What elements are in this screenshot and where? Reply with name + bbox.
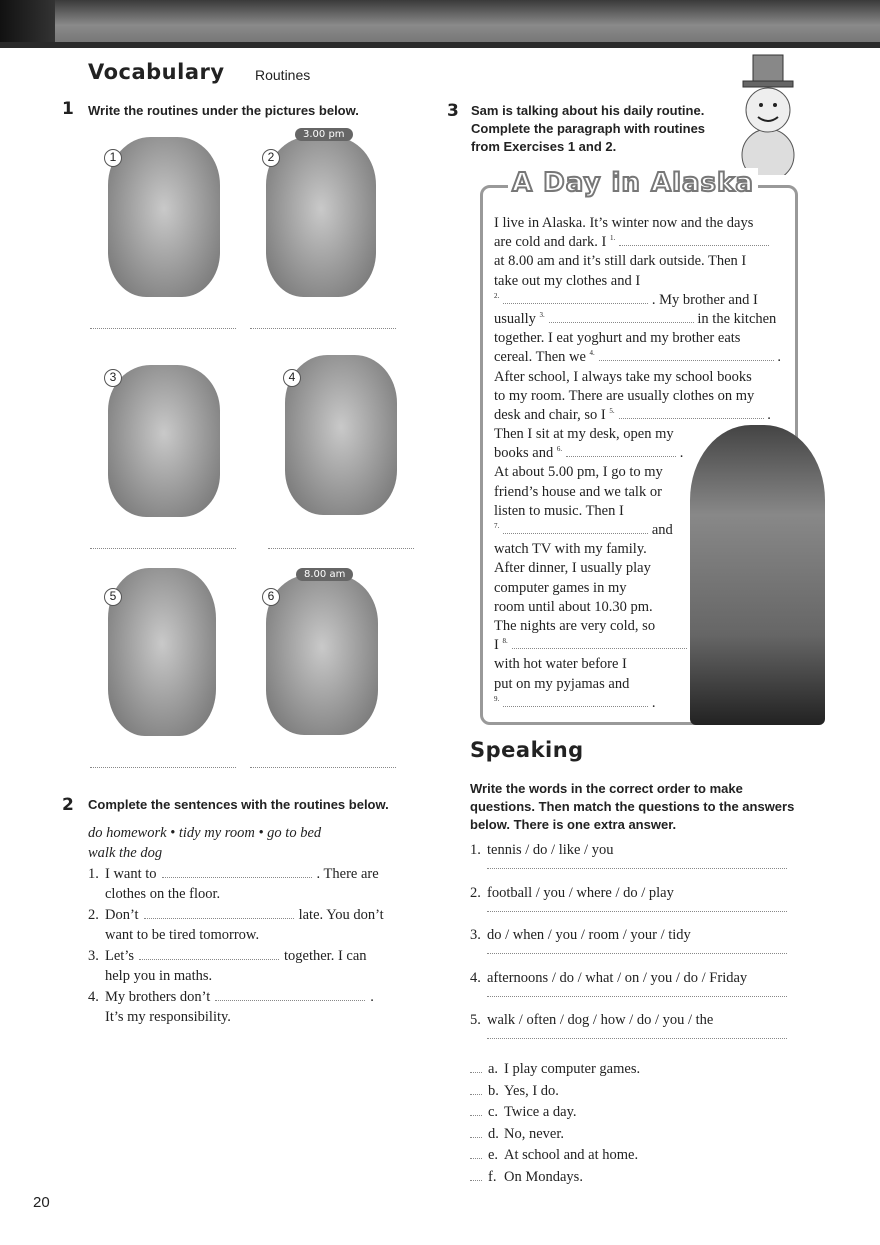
story-blank[interactable]: [599, 351, 774, 361]
blank-number: 8.: [502, 637, 508, 646]
story-title: A Day in Alaska: [508, 168, 758, 198]
answer-line-2[interactable]: [250, 328, 396, 329]
sentence-line: [88, 864, 418, 884]
exercise-3-instruction: [471, 102, 705, 156]
time-badge: 8.00 am: [296, 568, 353, 581]
question-words: afternoons / do / what / on / you / do / Friday: [487, 969, 748, 986]
question-words: football / you / where / do / play: [487, 884, 674, 901]
story-line: [494, 272, 799, 291]
story-text: books and: [494, 445, 557, 462]
story-text: After dinner, I usually play: [494, 560, 651, 577]
match-blank[interactable]: [470, 1149, 482, 1159]
picture-number: 1: [104, 149, 122, 167]
story-text: put on my pyjamas and: [494, 675, 630, 692]
answer-letter: d.: [488, 1125, 499, 1142]
sentence-text: late. You don’t: [298, 907, 384, 923]
blank-number: 3.: [539, 311, 545, 320]
blank-number: 2.: [494, 291, 500, 300]
answer-item: [470, 1059, 790, 1081]
answer-letter: a.: [488, 1061, 499, 1077]
question-line: [470, 968, 800, 988]
story-blank[interactable]: [503, 524, 648, 534]
sentence-line: [88, 946, 418, 966]
instruction-line: questions. Then match the questions to the answers: [470, 799, 795, 814]
answer-text: I play computer games.: [504, 1061, 641, 1077]
question-item: [470, 925, 800, 968]
sentence-line: clothes on the floor.: [105, 886, 221, 902]
story-line: [494, 694, 799, 713]
blank-number: 7.: [494, 522, 500, 531]
answer-letter: e.: [488, 1147, 499, 1163]
exercise-2-items: [88, 864, 418, 1028]
story-text: at 8.00 am and it’s still dark outside. Then I: [494, 253, 747, 270]
story-text: to my room. There are usually clothes on my: [494, 387, 755, 404]
story-line: [494, 675, 799, 694]
story-line: [494, 463, 799, 482]
question-item: [470, 840, 800, 883]
picture-number: 2: [262, 149, 280, 167]
exercise-1-number: 1: [62, 99, 74, 119]
story-text: I live in Alaska. It’s winter now and the days: [494, 215, 754, 231]
story-text: . My brother and I: [648, 291, 758, 308]
story-blank[interactable]: [549, 313, 694, 323]
story-line: [494, 521, 799, 540]
question-list: [470, 840, 800, 1053]
question-number: 4.: [470, 969, 481, 986]
story-text: .: [676, 445, 684, 462]
answer-line-6[interactable]: [250, 767, 396, 768]
story-text: usually: [494, 310, 540, 327]
question-answer-line[interactable]: [487, 868, 787, 869]
story-blank[interactable]: [566, 447, 676, 457]
answer-blank[interactable]: [144, 909, 294, 919]
answer-letter: f.: [488, 1168, 497, 1185]
sentence-item: [88, 905, 418, 945]
story-line: [494, 502, 799, 521]
picture-4: [285, 355, 397, 515]
instruction-line: Complete the paragraph with routines: [471, 121, 706, 136]
sentence-line: want to be tired tomorrow.: [105, 927, 260, 943]
answer-text: On Mondays.: [504, 1168, 583, 1185]
answer-line-4[interactable]: [268, 548, 414, 549]
picture-number: 3: [104, 369, 122, 387]
story-line: [494, 310, 799, 329]
story-line: [494, 540, 799, 559]
sentence-line: help you in maths.: [105, 968, 213, 984]
story-line: [494, 291, 799, 310]
question-number: 3.: [470, 927, 481, 943]
story-text: desk and chair, so I: [494, 406, 610, 423]
picture-number: 6: [262, 588, 280, 606]
answer-letter: b.: [488, 1082, 499, 1099]
story-text: friend’s house and we talk or: [494, 483, 662, 500]
sentence-item: [88, 946, 418, 986]
question-line: [470, 925, 800, 945]
answer-item: [470, 1145, 790, 1167]
story-text: The nights are very cold, so: [494, 617, 656, 634]
speaking-title: Speaking: [470, 738, 584, 762]
picture-3: [108, 365, 220, 517]
match-blank[interactable]: [470, 1128, 482, 1138]
word-box: [88, 823, 321, 863]
word-box-line: walk the dog: [88, 845, 163, 861]
answer-item: [470, 1102, 790, 1124]
story-text: listen to music. Then I: [494, 502, 624, 519]
question-line: [470, 1010, 800, 1030]
question-words: walk / often / dog / how / do / you / the: [487, 1012, 714, 1028]
story-line: [494, 444, 799, 463]
sentence-text: Don’t: [105, 907, 139, 923]
story-line: [494, 579, 799, 598]
answer-line-3[interactable]: [90, 548, 236, 549]
story-text: .: [648, 694, 656, 711]
question-number: 2.: [470, 884, 481, 901]
exercise-2-number: 2: [62, 795, 74, 815]
story-line: [494, 483, 799, 502]
story-line: [494, 329, 799, 348]
exercise-3-number: 3: [447, 101, 459, 121]
question-words: do / when / you / room / your / tidy: [487, 927, 691, 943]
sentence-text: My brothers don’t: [105, 989, 211, 1005]
story-text: watch TV with my family.: [494, 541, 647, 558]
story-text: After school, I always take my school books: [494, 368, 752, 385]
story-line: [494, 387, 799, 406]
question-words: tennis / do / like / you: [487, 842, 614, 858]
answer-text: No, never.: [504, 1125, 564, 1142]
story-text: I: [494, 637, 503, 654]
story-line: [494, 598, 799, 617]
sentence-item: [88, 987, 418, 1027]
question-answer-line[interactable]: [487, 996, 787, 997]
story-text: computer games in my: [494, 579, 627, 596]
picture-number: 4: [283, 369, 301, 387]
story-line: [494, 636, 799, 655]
story-text: room until about 10.30 pm.: [494, 598, 653, 615]
exercise-1-instruction: Write the routines under the pictures below.: [88, 103, 359, 118]
answer-blank[interactable]: [139, 950, 279, 960]
story-line: [494, 368, 799, 387]
story-line: [494, 559, 799, 578]
item-number: 1.: [88, 866, 99, 882]
question-item: [470, 968, 800, 1011]
sentence-item: [88, 864, 418, 904]
section-title: Vocabulary: [88, 60, 225, 84]
speaking-instruction: [470, 780, 794, 834]
story-line: [494, 348, 799, 367]
question-line: [470, 883, 800, 903]
story-line: [494, 425, 799, 444]
blank-number: 5.: [609, 407, 615, 416]
question-answer-line[interactable]: [487, 953, 787, 954]
story-line: [494, 214, 799, 233]
story-blank[interactable]: [503, 697, 648, 707]
picture-5: [108, 568, 216, 736]
question-number: 1.: [470, 842, 481, 858]
story-text: are cold and dark. I: [494, 234, 610, 251]
answer-text: At school and at home.: [504, 1147, 639, 1163]
answer-item: [470, 1081, 790, 1103]
sentence-text: I want to: [105, 866, 157, 882]
answer-text: Twice a day.: [504, 1104, 577, 1120]
sentence-text: together. I can: [284, 948, 367, 964]
item-number: 2.: [88, 907, 99, 923]
answer-letter: c.: [488, 1104, 499, 1120]
story-text: together. I eat yoghurt and my brother eats: [494, 330, 741, 347]
picture-6: [266, 575, 378, 735]
exercise-2-instruction: Complete the sentences with the routines below.: [88, 797, 389, 812]
blank-number: 6.: [556, 445, 563, 454]
story-text: Then I sit at my desk, open my: [494, 426, 674, 443]
story-text: .: [763, 406, 771, 423]
picture-1: [108, 137, 220, 297]
story-line: [494, 406, 799, 425]
time-badge: 3.00 pm: [295, 128, 353, 141]
answer-line-1[interactable]: [90, 328, 236, 329]
story-line: [494, 617, 799, 636]
answer-item: [470, 1167, 790, 1189]
answer-list: [470, 1059, 790, 1188]
word-box-line: do homework • tidy my room • go to bed: [88, 825, 322, 841]
match-blank[interactable]: [470, 1063, 482, 1073]
question-number: 5.: [470, 1012, 481, 1028]
sentence-text: Let’s: [105, 948, 134, 964]
story-blank[interactable]: [512, 639, 687, 649]
story-text: .: [773, 349, 782, 366]
story-text: take out my clothes and I: [494, 272, 641, 289]
match-blank[interactable]: [470, 1085, 482, 1095]
instruction-line: from Exercises 1 and 2.: [471, 139, 617, 154]
story-line: [494, 252, 799, 271]
match-blank[interactable]: [470, 1106, 482, 1116]
story-text: with hot water before I: [494, 656, 627, 673]
question-item: [470, 883, 800, 926]
section-subtitle: Routines: [255, 67, 311, 83]
sentence-line: It’s my responsibility.: [105, 1009, 231, 1025]
header-band: [55, 0, 880, 42]
sentence-text: . There are: [316, 866, 379, 882]
story-text: cereal. Then we: [494, 349, 590, 366]
story-blank[interactable]: [619, 409, 764, 419]
answer-blank[interactable]: [162, 868, 312, 878]
picture-2: [266, 137, 376, 297]
instruction-line: below. There is one extra answer.: [470, 817, 677, 832]
sentence-line: [88, 987, 418, 1007]
match-blank[interactable]: [470, 1171, 482, 1181]
story-text: and: [648, 522, 673, 538]
sentence-text: .: [370, 989, 374, 1005]
question-answer-line[interactable]: [487, 911, 787, 912]
story-blank[interactable]: [503, 294, 648, 304]
question-line: [470, 840, 800, 860]
question-item: [470, 1010, 800, 1053]
instruction-line: Sam is talking about his daily routine.: [471, 103, 705, 118]
answer-line-5[interactable]: [90, 767, 236, 768]
item-number: 4.: [88, 989, 99, 1005]
story-text: At about 5.00 pm, I go to my: [494, 464, 663, 481]
instruction-line: Write the words in the correct order to make: [470, 781, 743, 796]
picture-number: 5: [104, 588, 122, 606]
blank-number: 4.: [589, 349, 595, 358]
answer-text: Yes, I do.: [504, 1082, 559, 1099]
story-paragraph: [494, 214, 799, 713]
sentence-line: [88, 905, 418, 925]
answer-item: [470, 1124, 790, 1146]
page-header-bar: [0, 0, 880, 48]
story-text: in the kitchen: [693, 310, 777, 327]
snowman-illustration: [728, 50, 808, 175]
header-tab: [0, 0, 55, 42]
story-blank[interactable]: [619, 236, 769, 246]
blank-number: 9.: [494, 694, 500, 703]
story-line: [494, 655, 799, 674]
answer-blank[interactable]: [215, 991, 365, 1001]
item-number: 3.: [88, 948, 99, 964]
page-number: 20: [33, 1194, 50, 1211]
question-answer-line[interactable]: [487, 1038, 787, 1039]
blank-number: 1.: [609, 234, 616, 243]
story-line: [494, 233, 799, 252]
